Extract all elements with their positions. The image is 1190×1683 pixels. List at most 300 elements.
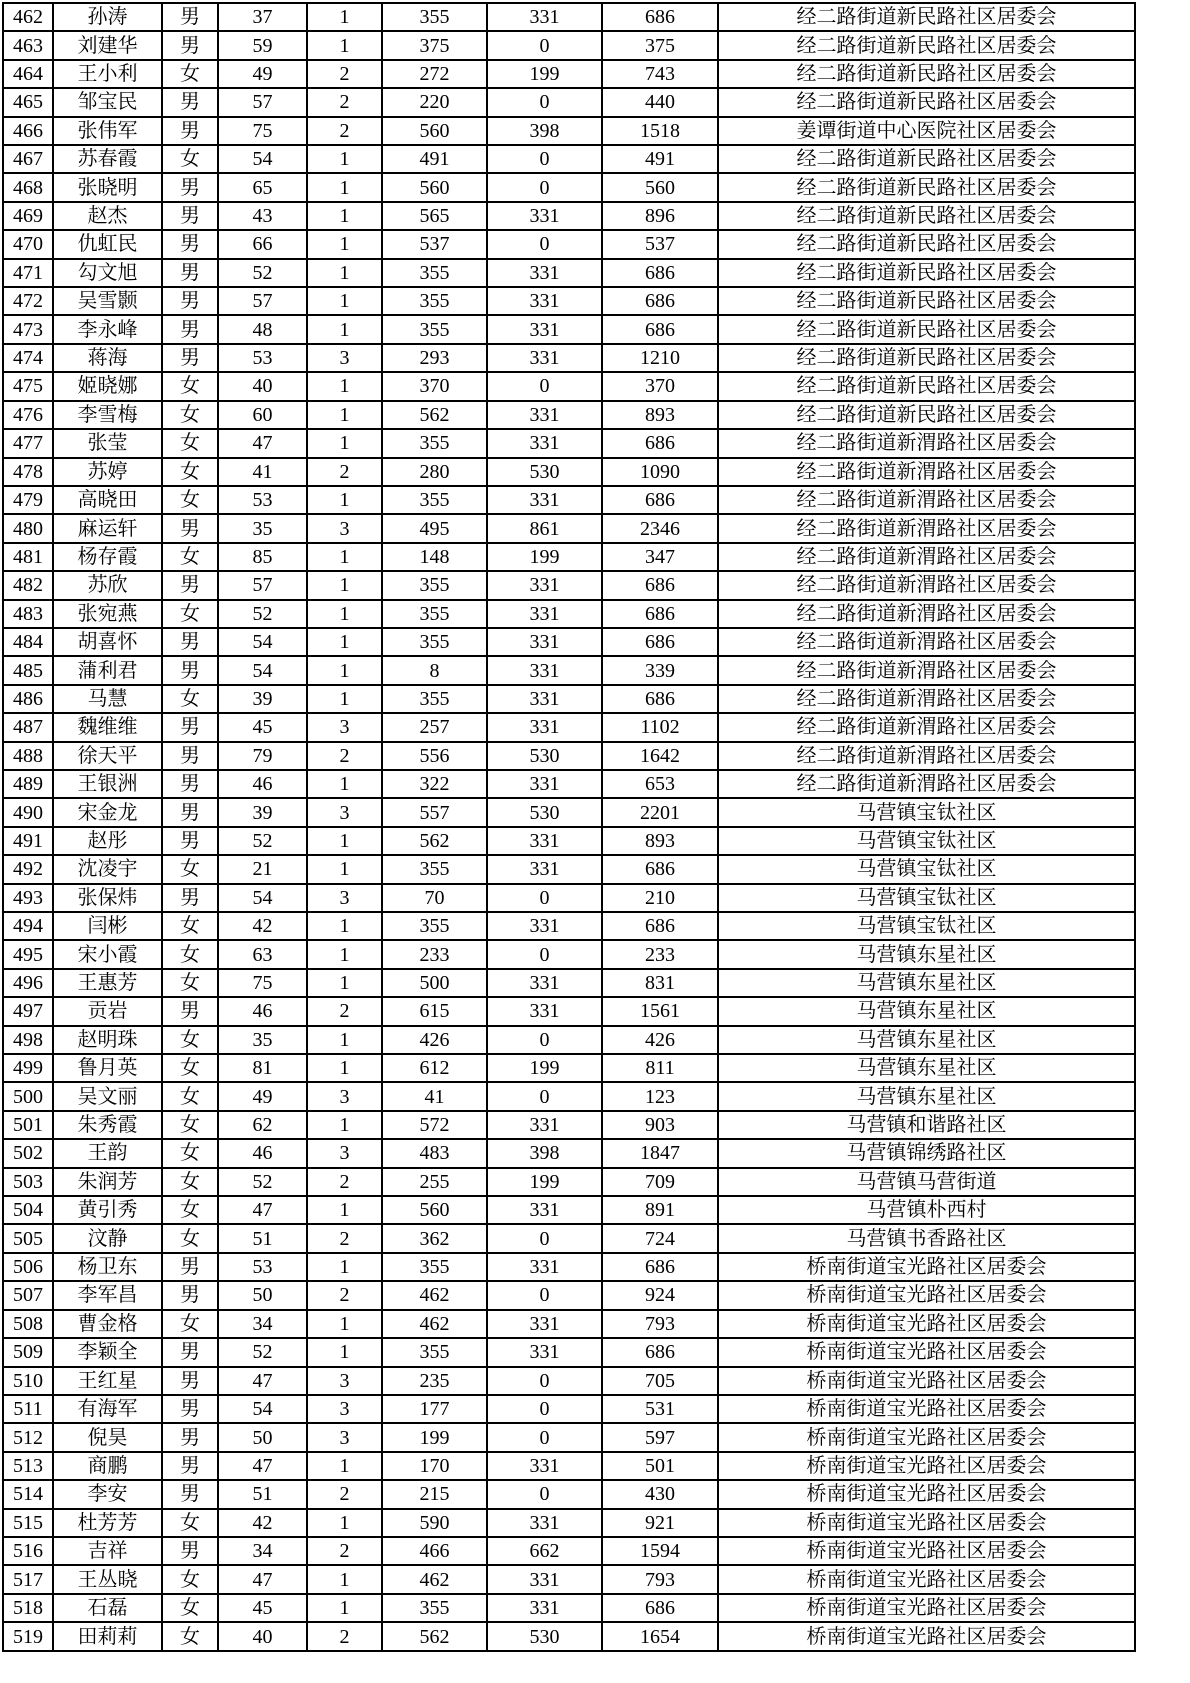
cell-amount2: 331: [487, 1253, 602, 1281]
cell-count: 3: [307, 1367, 382, 1395]
cell-age: 60: [218, 401, 307, 429]
cell-community: 经二路街道新渭路社区居委会: [718, 742, 1135, 770]
cell-amount2: 331: [487, 685, 602, 713]
cell-amount1: 615: [382, 997, 487, 1025]
cell-total: 686: [602, 259, 718, 287]
cell-total: 210: [602, 884, 718, 912]
cell-count: 1: [307, 571, 382, 599]
cell-count: 3: [307, 1395, 382, 1423]
cell-age: 47: [218, 1452, 307, 1480]
cell-name: 张晓明: [53, 173, 162, 201]
cell-community: 经二路街道新民路社区居委会: [718, 401, 1135, 429]
cell-name: 汶静: [53, 1224, 162, 1252]
cell-amount2: 331: [487, 1565, 602, 1593]
cell-gender: 男: [162, 827, 218, 855]
cell-amount1: 272: [382, 60, 487, 88]
cell-amount1: 537: [382, 230, 487, 258]
cell-community: 马营镇宝钛社区: [718, 827, 1135, 855]
cell-total: 1518: [602, 117, 718, 145]
cell-name: 王丛晓: [53, 1565, 162, 1593]
cell-count: 1: [307, 600, 382, 628]
cell-serial: 465: [3, 88, 53, 116]
cell-amount1: 170: [382, 1452, 487, 1480]
cell-serial: 480: [3, 514, 53, 542]
table-row: [3, 1423, 1135, 1451]
cell-serial: 481: [3, 543, 53, 571]
cell-gender: 男: [162, 287, 218, 315]
cell-gender: 男: [162, 1395, 218, 1423]
cell-gender: 女: [162, 1622, 218, 1651]
cell-age: 34: [218, 1310, 307, 1338]
cell-total: 430: [602, 1480, 718, 1508]
cell-gender: 女: [162, 401, 218, 429]
cell-age: 34: [218, 1537, 307, 1565]
cell-amount2: 331: [487, 486, 602, 514]
cell-total: 597: [602, 1423, 718, 1451]
cell-count: 1: [307, 969, 382, 997]
table-row: [3, 997, 1135, 1025]
cell-age: 52: [218, 600, 307, 628]
table-row: [3, 1082, 1135, 1110]
cell-name: 孙涛: [53, 3, 162, 31]
cell-community: 经二路街道新民路社区居委会: [718, 202, 1135, 230]
table-row: [3, 571, 1135, 599]
cell-gender: 男: [162, 571, 218, 599]
cell-amount1: 355: [382, 600, 487, 628]
cell-count: 3: [307, 1082, 382, 1110]
table-row: [3, 827, 1135, 855]
cell-age: 35: [218, 1026, 307, 1054]
cell-community: 桥南街道宝光路社区居委会: [718, 1537, 1135, 1565]
cell-age: 37: [218, 3, 307, 31]
cell-age: 49: [218, 60, 307, 88]
cell-gender: 女: [162, 1594, 218, 1622]
cell-community: 经二路街道新民路社区居委会: [718, 31, 1135, 59]
cell-serial: 488: [3, 742, 53, 770]
cell-count: 3: [307, 713, 382, 741]
cell-amount2: 0: [487, 1281, 602, 1309]
cell-age: 42: [218, 1509, 307, 1537]
cell-name: 苏春霞: [53, 145, 162, 173]
cell-amount2: 331: [487, 401, 602, 429]
cell-amount1: 466: [382, 1537, 487, 1565]
cell-name: 勾文旭: [53, 259, 162, 287]
cell-amount2: 662: [487, 1537, 602, 1565]
table-row: [3, 31, 1135, 59]
table-row: [3, 1622, 1135, 1651]
cell-name: 王银洲: [53, 770, 162, 798]
table-row: [3, 1111, 1135, 1139]
cell-total: 686: [602, 287, 718, 315]
table-row: [3, 543, 1135, 571]
cell-gender: 女: [162, 458, 218, 486]
cell-gender: 女: [162, 486, 218, 514]
table-body: [3, 3, 1135, 1651]
cell-name: 王小利: [53, 60, 162, 88]
cell-count: 1: [307, 1594, 382, 1622]
cell-amount1: 495: [382, 514, 487, 542]
cell-amount1: 148: [382, 543, 487, 571]
cell-age: 57: [218, 287, 307, 315]
table-row: [3, 742, 1135, 770]
cell-community: 姜谭街道中心医院社区居委会: [718, 117, 1135, 145]
cell-amount2: 0: [487, 1224, 602, 1252]
cell-name: 李永峰: [53, 315, 162, 343]
cell-amount1: 560: [382, 1196, 487, 1224]
cell-community: 经二路街道新渭路社区居委会: [718, 543, 1135, 571]
table-row: [3, 486, 1135, 514]
cell-total: 537: [602, 230, 718, 258]
cell-name: 蒲利君: [53, 656, 162, 684]
cell-count: 2: [307, 1281, 382, 1309]
cell-serial: 507: [3, 1281, 53, 1309]
cell-serial: 470: [3, 230, 53, 258]
cell-community: 经二路街道新民路社区居委会: [718, 145, 1135, 173]
cell-amount1: 612: [382, 1054, 487, 1082]
cell-serial: 475: [3, 372, 53, 400]
cell-name: 李安: [53, 1480, 162, 1508]
cell-amount2: 530: [487, 742, 602, 770]
cell-name: 朱秀霞: [53, 1111, 162, 1139]
cell-gender: 男: [162, 770, 218, 798]
cell-age: 65: [218, 173, 307, 201]
cell-amount1: 235: [382, 1367, 487, 1395]
cell-count: 1: [307, 1026, 382, 1054]
cell-name: 刘建华: [53, 31, 162, 59]
cell-gender: 男: [162, 88, 218, 116]
cell-count: 1: [307, 202, 382, 230]
cell-community: 桥南街道宝光路社区居委会: [718, 1423, 1135, 1451]
cell-amount2: 199: [487, 1054, 602, 1082]
table-row: [3, 1367, 1135, 1395]
cell-serial: 485: [3, 656, 53, 684]
cell-total: 686: [602, 912, 718, 940]
cell-community: 经二路街道新渭路社区居委会: [718, 628, 1135, 656]
cell-amount2: 0: [487, 1423, 602, 1451]
cell-count: 1: [307, 1338, 382, 1366]
cell-total: 2201: [602, 798, 718, 826]
table-row: [3, 1224, 1135, 1252]
cell-serial: 506: [3, 1253, 53, 1281]
cell-serial: 511: [3, 1395, 53, 1423]
cell-amount2: 0: [487, 31, 602, 59]
cell-count: 1: [307, 855, 382, 883]
cell-gender: 男: [162, 628, 218, 656]
cell-amount1: 8: [382, 656, 487, 684]
cell-community: 马营镇宝钛社区: [718, 855, 1135, 883]
cell-gender: 男: [162, 117, 218, 145]
cell-count: 1: [307, 1565, 382, 1593]
cell-count: 2: [307, 1622, 382, 1651]
cell-name: 朱润芳: [53, 1168, 162, 1196]
cell-gender: 男: [162, 656, 218, 684]
cell-age: 52: [218, 1168, 307, 1196]
cell-amount1: 562: [382, 827, 487, 855]
cell-amount1: 362: [382, 1224, 487, 1252]
cell-community: 经二路街道新渭路社区居委会: [718, 486, 1135, 514]
cell-gender: 女: [162, 685, 218, 713]
cell-total: 811: [602, 1054, 718, 1082]
cell-age: 62: [218, 1111, 307, 1139]
cell-gender: 男: [162, 259, 218, 287]
cell-amount2: 0: [487, 1026, 602, 1054]
cell-count: 1: [307, 940, 382, 968]
cell-serial: 510: [3, 1367, 53, 1395]
cell-total: 1642: [602, 742, 718, 770]
cell-age: 53: [218, 1253, 307, 1281]
cell-total: 686: [602, 315, 718, 343]
cell-total: 705: [602, 1367, 718, 1395]
cell-serial: 519: [3, 1622, 53, 1651]
cell-total: 921: [602, 1509, 718, 1537]
cell-serial: 503: [3, 1168, 53, 1196]
cell-amount2: 331: [487, 287, 602, 315]
cell-amount2: 331: [487, 3, 602, 31]
cell-amount2: 331: [487, 571, 602, 599]
cell-name: 王韵: [53, 1139, 162, 1167]
cell-name: 仇虹民: [53, 230, 162, 258]
cell-count: 2: [307, 458, 382, 486]
cell-serial: 489: [3, 770, 53, 798]
cell-count: 1: [307, 31, 382, 59]
cell-name: 王惠芳: [53, 969, 162, 997]
cell-age: 53: [218, 344, 307, 372]
cell-total: 686: [602, 628, 718, 656]
cell-amount1: 280: [382, 458, 487, 486]
cell-age: 50: [218, 1281, 307, 1309]
cell-total: 924: [602, 1281, 718, 1309]
cell-amount2: 199: [487, 60, 602, 88]
cell-amount1: 562: [382, 401, 487, 429]
cell-name: 黄引秀: [53, 1196, 162, 1224]
table-row: [3, 1565, 1135, 1593]
cell-age: 81: [218, 1054, 307, 1082]
cell-name: 闫彬: [53, 912, 162, 940]
cell-serial: 501: [3, 1111, 53, 1139]
cell-count: 3: [307, 798, 382, 826]
cell-name: 杨存霞: [53, 543, 162, 571]
cell-count: 2: [307, 742, 382, 770]
cell-serial: 469: [3, 202, 53, 230]
table-row: [3, 117, 1135, 145]
cell-total: 1594: [602, 1537, 718, 1565]
cell-amount1: 462: [382, 1565, 487, 1593]
cell-community: 经二路街道新渭路社区居委会: [718, 770, 1135, 798]
cell-community: 经二路街道新民路社区居委会: [718, 315, 1135, 343]
cell-name: 石磊: [53, 1594, 162, 1622]
cell-community: 马营镇朴西村: [718, 1196, 1135, 1224]
cell-amount2: 0: [487, 1082, 602, 1110]
cell-name: 李雪梅: [53, 401, 162, 429]
cell-name: 张伟军: [53, 117, 162, 145]
table-row: [3, 315, 1135, 343]
cell-total: 724: [602, 1224, 718, 1252]
cell-count: 1: [307, 1509, 382, 1537]
cell-amount1: 562: [382, 1622, 487, 1651]
table-row: [3, 1480, 1135, 1508]
cell-amount2: 398: [487, 117, 602, 145]
cell-gender: 男: [162, 202, 218, 230]
cell-serial: 464: [3, 60, 53, 88]
cell-amount2: 331: [487, 429, 602, 457]
cell-age: 46: [218, 1139, 307, 1167]
table-row: [3, 1196, 1135, 1224]
cell-amount1: 255: [382, 1168, 487, 1196]
cell-gender: 女: [162, 372, 218, 400]
cell-name: 高晓田: [53, 486, 162, 514]
resident-subsidy-table: [2, 2, 1136, 1652]
cell-serial: 478: [3, 458, 53, 486]
cell-gender: 男: [162, 3, 218, 31]
cell-total: 375: [602, 31, 718, 59]
cell-gender: 男: [162, 742, 218, 770]
cell-amount2: 331: [487, 713, 602, 741]
cell-gender: 女: [162, 1082, 218, 1110]
cell-amount2: 0: [487, 372, 602, 400]
cell-amount1: 215: [382, 1480, 487, 1508]
cell-count: 3: [307, 1423, 382, 1451]
cell-count: 1: [307, 1196, 382, 1224]
cell-total: 686: [602, 1594, 718, 1622]
cell-gender: 男: [162, 514, 218, 542]
cell-name: 魏维维: [53, 713, 162, 741]
cell-age: 85: [218, 543, 307, 571]
table-row: [3, 770, 1135, 798]
cell-age: 46: [218, 997, 307, 1025]
cell-amount2: 331: [487, 997, 602, 1025]
cell-serial: 468: [3, 173, 53, 201]
cell-amount2: 530: [487, 458, 602, 486]
cell-community: 马营镇宝钛社区: [718, 912, 1135, 940]
table-row: [3, 912, 1135, 940]
cell-serial: 490: [3, 798, 53, 826]
cell-serial: 516: [3, 1537, 53, 1565]
cell-total: 686: [602, 600, 718, 628]
cell-name: 有海军: [53, 1395, 162, 1423]
cell-gender: 女: [162, 1111, 218, 1139]
cell-age: 47: [218, 429, 307, 457]
cell-amount2: 331: [487, 827, 602, 855]
cell-amount1: 355: [382, 571, 487, 599]
cell-amount1: 257: [382, 713, 487, 741]
cell-total: 1090: [602, 458, 718, 486]
cell-community: 桥南街道宝光路社区居委会: [718, 1253, 1135, 1281]
table-row: [3, 1509, 1135, 1537]
cell-name: 宋小霞: [53, 940, 162, 968]
table-row: [3, 3, 1135, 31]
cell-total: 686: [602, 1338, 718, 1366]
cell-age: 35: [218, 514, 307, 542]
cell-amount1: 355: [382, 429, 487, 457]
cell-total: 1847: [602, 1139, 718, 1167]
cell-amount2: 0: [487, 1367, 602, 1395]
cell-name: 赵明珠: [53, 1026, 162, 1054]
cell-total: 686: [602, 429, 718, 457]
cell-amount2: 331: [487, 912, 602, 940]
cell-amount1: 355: [382, 1338, 487, 1366]
cell-age: 51: [218, 1480, 307, 1508]
table-row: [3, 429, 1135, 457]
cell-age: 59: [218, 31, 307, 59]
cell-total: 426: [602, 1026, 718, 1054]
cell-amount2: 0: [487, 88, 602, 116]
cell-name: 张莹: [53, 429, 162, 457]
cell-name: 吉祥: [53, 1537, 162, 1565]
cell-amount2: 0: [487, 940, 602, 968]
table-row: [3, 1594, 1135, 1622]
table-row: [3, 458, 1135, 486]
cell-amount2: 331: [487, 628, 602, 656]
cell-total: 686: [602, 685, 718, 713]
table-row: [3, 1168, 1135, 1196]
cell-name: 吴雪颢: [53, 287, 162, 315]
cell-age: 75: [218, 969, 307, 997]
cell-serial: 515: [3, 1509, 53, 1537]
cell-gender: 男: [162, 1253, 218, 1281]
cell-gender: 男: [162, 713, 218, 741]
cell-name: 蒋海: [53, 344, 162, 372]
cell-community: 经二路街道新民路社区居委会: [718, 173, 1135, 201]
cell-amount2: 0: [487, 230, 602, 258]
cell-count: 1: [307, 656, 382, 684]
cell-count: 1: [307, 3, 382, 31]
cell-amount2: 331: [487, 1196, 602, 1224]
table-row: [3, 259, 1135, 287]
cell-amount2: 331: [487, 1338, 602, 1366]
table-row: [3, 60, 1135, 88]
cell-community: 经二路街道新民路社区居委会: [718, 88, 1135, 116]
cell-gender: 女: [162, 60, 218, 88]
cell-total: 686: [602, 486, 718, 514]
cell-count: 3: [307, 1139, 382, 1167]
cell-serial: 514: [3, 1480, 53, 1508]
cell-total: 793: [602, 1565, 718, 1593]
cell-amount2: 0: [487, 1480, 602, 1508]
cell-serial: 494: [3, 912, 53, 940]
cell-count: 2: [307, 1168, 382, 1196]
table-row: [3, 713, 1135, 741]
cell-age: 43: [218, 202, 307, 230]
cell-amount2: 331: [487, 855, 602, 883]
table-row: [3, 628, 1135, 656]
cell-count: 1: [307, 1253, 382, 1281]
cell-gender: 男: [162, 1338, 218, 1366]
cell-age: 54: [218, 145, 307, 173]
cell-total: 440: [602, 88, 718, 116]
cell-community: 桥南街道宝光路社区居委会: [718, 1509, 1135, 1537]
cell-community: 马营镇东星社区: [718, 940, 1135, 968]
table-row: [3, 656, 1135, 684]
cell-name: 鲁月英: [53, 1054, 162, 1082]
cell-count: 1: [307, 1054, 382, 1082]
cell-age: 45: [218, 1594, 307, 1622]
cell-amount1: 355: [382, 1594, 487, 1622]
cell-gender: 男: [162, 31, 218, 59]
cell-count: 3: [307, 514, 382, 542]
cell-serial: 479: [3, 486, 53, 514]
cell-count: 1: [307, 827, 382, 855]
cell-name: 张保炜: [53, 884, 162, 912]
cell-gender: 男: [162, 1281, 218, 1309]
cell-amount1: 462: [382, 1281, 487, 1309]
cell-name: 姬晓娜: [53, 372, 162, 400]
cell-amount1: 560: [382, 173, 487, 201]
cell-amount2: 530: [487, 1622, 602, 1651]
cell-serial: 492: [3, 855, 53, 883]
cell-community: 桥南街道宝光路社区居委会: [718, 1310, 1135, 1338]
cell-age: 49: [218, 1082, 307, 1110]
cell-community: 桥南街道宝光路社区居委会: [718, 1480, 1135, 1508]
